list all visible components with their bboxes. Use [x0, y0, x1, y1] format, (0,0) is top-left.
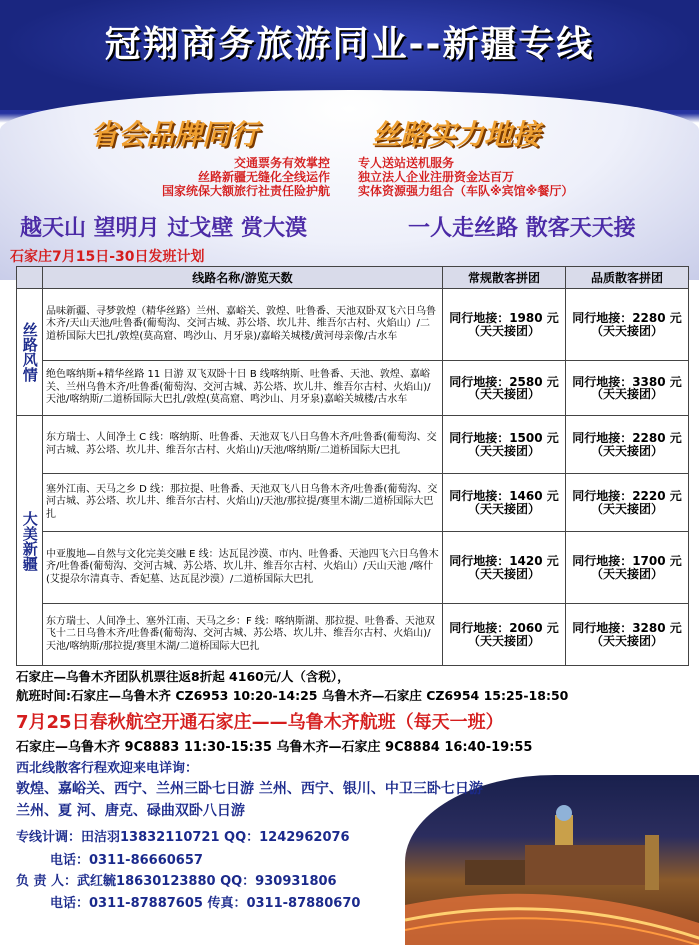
- header-regular: 常规散客拼团: [443, 267, 566, 289]
- category-xinjiang: 大美新疆: [17, 416, 43, 666]
- contact-phone-fax: 电话：0311-87887605 传真：0311-87880670: [50, 896, 361, 911]
- price-note: （天天接团）: [590, 323, 663, 338]
- price-note: （天天接团）: [590, 387, 663, 401]
- price-regular: [443, 361, 566, 416]
- price-value: 同行地接：2280 元: [572, 311, 682, 325]
- new-route-announcement: 7月25日春秋航空开通石家庄——乌鲁木齐航班（每天一班）: [16, 712, 504, 733]
- price-value: 同行地接：1500 元: [449, 431, 559, 445]
- page-title: 冠翔商务旅游同业--新疆专线: [104, 24, 595, 65]
- price-value: 同行地接：2220 元: [572, 489, 682, 503]
- table-row: [17, 474, 689, 532]
- price-note: （天天接团）: [467, 443, 540, 458]
- price-value: 同行地接：1420 元: [449, 554, 559, 568]
- price-note: （天天接团）: [590, 443, 663, 458]
- contact-manager: 负 责 人：武红毓18630123880 QQ：930931806: [16, 874, 337, 889]
- price-note: （天天接团）: [590, 566, 663, 581]
- price-premium: [566, 361, 689, 416]
- feature-item: 交通票务有效掌控: [233, 156, 330, 170]
- feature-item: 独立法人企业注册资金达百万: [358, 170, 515, 184]
- header-route: 线路名称/游览天数: [43, 267, 443, 289]
- tagline-right: 一人走丝路 散客天天接: [408, 216, 636, 241]
- table-row: [17, 416, 689, 474]
- price-value: 同行地接：3280 元: [572, 621, 682, 635]
- features-left: [150, 156, 330, 198]
- table-row: [17, 532, 689, 604]
- price-premium: [566, 604, 689, 666]
- price-value: 同行地接：2580 元: [449, 374, 559, 389]
- routes-table: [16, 266, 689, 666]
- flight-time: 航班时间:石家庄—乌鲁木齐 CZ6953 10:20-14:25 乌鲁木齐—石家庄 CZ6954 15:25-18:50: [16, 688, 569, 703]
- price-premium: [566, 416, 689, 474]
- price-regular: [443, 604, 566, 666]
- price-note: （天天接团）: [590, 633, 663, 648]
- tagline-left: 越天山 望明月 过戈壁 赏大漠: [20, 216, 307, 241]
- header-premium: 品质散客拼团: [566, 267, 689, 289]
- feature-item: 国家统保大额旅行社责任险护航: [161, 184, 330, 198]
- price-note: （天天接团）: [590, 501, 663, 516]
- price-regular: [443, 289, 566, 361]
- price-note: （天天接团）: [467, 566, 540, 581]
- route-desc: 中亚腹地—自然与文化完美交融 E 线：达瓦昆沙漠、市内、吐鲁番、天池四飞六日乌鲁木齐/吐鲁番(葡萄沟、交河古城、苏公塔、坎儿井、维吾尔古村、火焰山）/天山天池 /喀什(艾提尕尔清真寺、香妃墓、达瓦昆沙漠）/二道桥国际大巴扎: [43, 532, 443, 604]
- slogan-left: 省会品牌同行: [90, 118, 259, 151]
- price-value: 同行地接：1980 元: [449, 311, 559, 325]
- contact-planner: 专线计调：田洁羽13832110721 QQ：1242962076: [16, 830, 350, 845]
- new-flight-info: 石家庄—乌鲁木齐 9C8883 11:30-15:35 乌鲁木齐—石家庄 9C8884 16:40-19:55: [16, 740, 533, 755]
- price-regular: [443, 532, 566, 604]
- price-note: （天天接团）: [467, 387, 540, 401]
- price-premium: [566, 474, 689, 532]
- route-desc: 绝色喀纳斯+精华丝路 11 日游 双飞双卧十日 B 线喀纳斯、吐鲁番、天池、敦煌、嘉峪关、兰州乌鲁木齐/吐鲁番(葡萄沟、交河古城、苏公塔、坎儿井、维吾尔古村、火焰山)/天池/喀纳斯/二道桥国际大巴扎/敦煌(莫高窟、鸣沙山、月牙泉)嘉峪关城楼/古水车: [43, 361, 443, 416]
- price-value: 同行地接：3380 元: [572, 374, 682, 389]
- schedule-title: 石家庄7月15日-30日发班计划: [10, 249, 205, 265]
- price-premium: [566, 532, 689, 604]
- table-row: [17, 361, 689, 416]
- route-desc: 东方瑞士、人间净土、塞外江南、天马之乡：F 线：喀纳斯湖、那拉提、吐鲁番、天池双飞十二日乌鲁木齐/吐鲁番(葡萄沟、交河古城、苏公塔、坎儿井、维吾尔古村、火焰山)/天池/喀纳斯/那拉提/赛里木湖/二道桥国际大巴扎: [43, 604, 443, 666]
- table-header-row: [17, 267, 689, 289]
- city-night-photo: [405, 775, 699, 945]
- contact-intro: 西北线散客行程欢迎来电详询：: [16, 761, 199, 776]
- price-note: （天天接团）: [467, 323, 540, 338]
- category-silk-road: 丝路风情: [17, 289, 43, 416]
- feature-item: 实体资源强力组合（车队※宾馆※餐厅）: [358, 184, 574, 198]
- route-desc: 品味新疆、寻梦敦煌（精华丝路）兰州、嘉峪关、敦煌、吐鲁番、天池双卧双飞六日乌鲁木齐/天山天池/吐鲁番(葡萄沟、交河古城、苏公塔、坎儿井、维吾尔古村、火焰山）/二道桥国际大巴扎/敦煌(莫高窟、鸣沙山、月牙泉)/嘉峪关城楼/黄河母亲像/古水车: [43, 289, 443, 361]
- features-right: [358, 156, 573, 198]
- feature-item: 丝路新疆无缝化全线运作: [197, 170, 330, 184]
- contact-routes: 敦煌、嘉峪关、西宁、兰州三卧七日游 兰州、西宁、银川、中卫三卧七日游: [16, 781, 483, 797]
- price-value: 同行地接：2280 元: [572, 431, 682, 445]
- price-premium: [566, 289, 689, 361]
- table-row: [17, 289, 689, 361]
- slogan-right: 丝路实力地接: [372, 118, 541, 151]
- contact-phone: 电话：0311-86660657: [50, 853, 203, 868]
- price-regular: [443, 416, 566, 474]
- price-regular: [443, 474, 566, 532]
- airfare-info: 石家庄—乌鲁木齐团队机票往返8折起 4160元/人（含税），: [16, 669, 350, 684]
- city-night-photo-art: [405, 775, 699, 945]
- price-value: 同行地接：1700 元: [572, 554, 682, 568]
- price-value: 同行地接：1460 元: [449, 489, 559, 503]
- table-row: [17, 604, 689, 666]
- route-desc: 东方瑞士、人间净土 C 线：喀纳斯、吐鲁番、天池双飞八日乌鲁木齐/吐鲁番(葡萄沟、交河古城、苏公塔、坎儿井、维吾尔古村、火焰山)/天池/喀纳斯/二道桥国际大巴扎: [43, 416, 443, 474]
- header-category: [17, 267, 43, 289]
- contact-routes: 兰州、夏 河、唐克、碌曲双卧八日游: [16, 803, 245, 819]
- price-note: （天天接团）: [467, 633, 540, 648]
- route-desc: 塞外江南、天马之乡 D 线：那拉提、吐鲁番、天池双飞八日乌鲁木齐/吐鲁番(葡萄沟、交河古城、苏公塔、坎儿井、维吾尔古村、火焰山)/天池/那拉提/赛里木湖/二道桥国际大巴扎: [43, 474, 443, 532]
- feature-item: 专人送站送机服务: [358, 156, 455, 170]
- price-value: 同行地接：2060 元: [449, 621, 559, 635]
- price-note: （天天接团）: [467, 501, 540, 516]
